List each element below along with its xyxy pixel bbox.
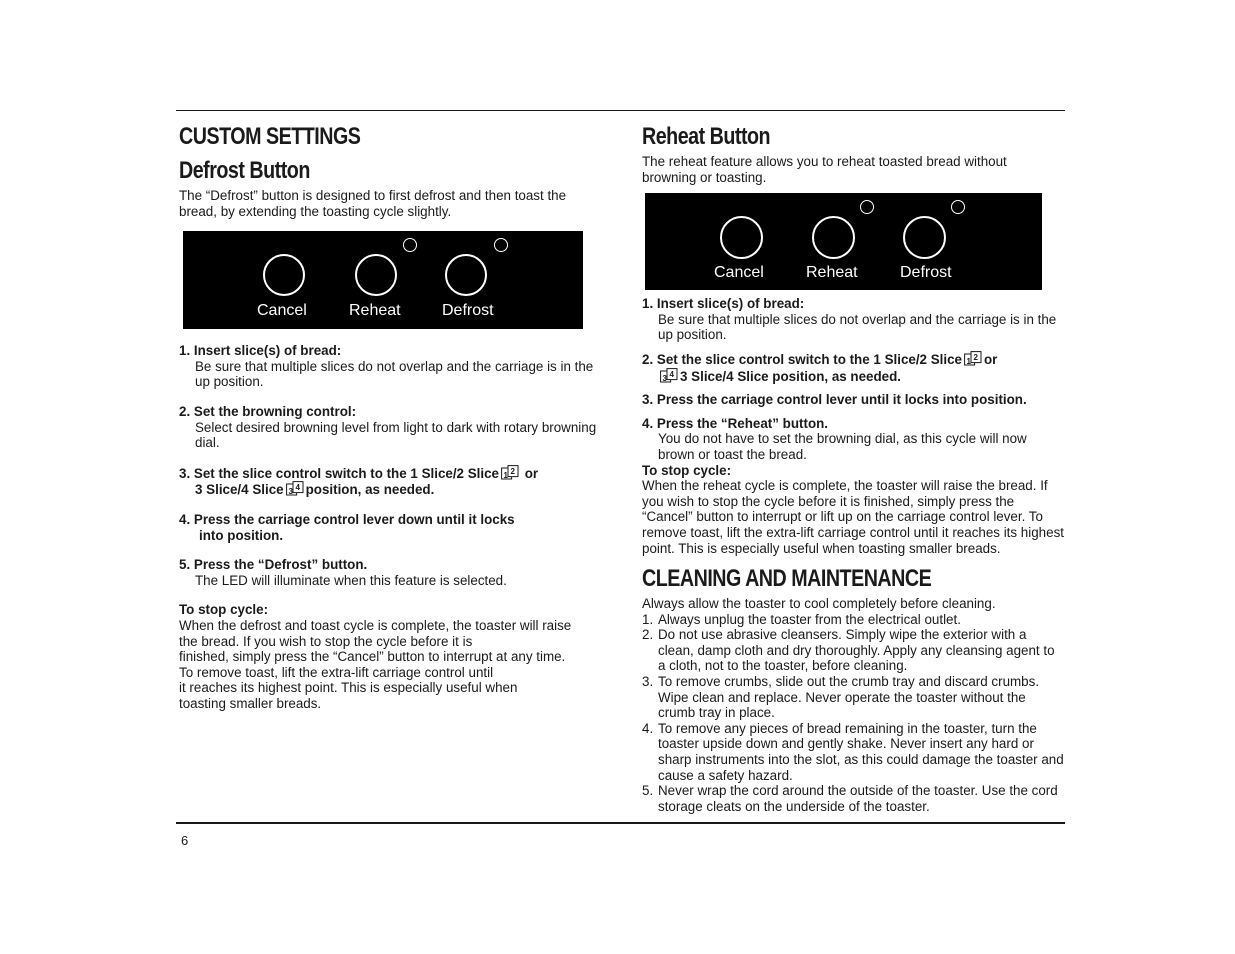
- svg-text:2: 2: [510, 466, 515, 476]
- reheat-step-2-text-a: 2. Set the slice control switch to the 1 Slice/2 Slice: [642, 351, 962, 367]
- list-item: [642, 674, 1064, 721]
- stop-line-3: finished, simply press the “Cancel” button to interrupt at any time.: [179, 649, 566, 665]
- step-4: [179, 512, 599, 543]
- svg-text:4: 4: [669, 369, 674, 379]
- defrost-intro: The “Defrost” button is designed to first defrost and then toast the bread, by extending the toasting cycle slightly.: [179, 188, 567, 219]
- list-item-text: Do not use abrasive cleansers. Simply wipe the exterior with a clean, damp cloth and dry thoroughly. Apply any cleansing agent to a cloth, not to the toaster, before cleaning.: [658, 627, 1055, 674]
- step-3-heading: [179, 465, 599, 498]
- step-1-heading: 1. Insert slice(s) of bread:: [179, 343, 342, 359]
- reheat-stop-cycle-body: When the reheat cycle is complete, the toaster will raise the bread. If you wish to stop the cycle before it is finished, simply press the “Cancel” button to interrupt or lift up on the carriage control lever. To remove toast, lift the extra-lift carriage control until it reaches its highest point. This is especially useful when toasting smaller breads.: [642, 478, 1064, 556]
- defrost-button-icon: [903, 216, 946, 259]
- reheat-button-icon: [812, 216, 855, 259]
- cleaning-intro: Always allow the toaster to cool completely before cleaning.: [642, 596, 996, 612]
- reheat-step-1-heading: 1. Insert slice(s) of bread:: [642, 296, 805, 312]
- list-item-text: To remove crumbs, slide out the crumb tray and discard crumbs. Wipe clean and replace. Never operate the toaster without the crumb tray in place.: [658, 674, 1040, 721]
- svg-text:1: 1: [503, 470, 508, 480]
- slice-1-2-icon: [964, 351, 982, 366]
- step-5: [179, 557, 599, 588]
- list-item-text: Never wrap the cord around the outside of the toaster. Use the cord storage cleats on the underside of the toaster.: [658, 783, 1058, 814]
- step-4-heading-line2: into position.: [199, 527, 284, 543]
- reheat-step-2: [642, 351, 1064, 384]
- stop-line-4: To remove toast, lift the extra-lift carriage control until: [179, 664, 494, 680]
- stop-line-1: When the defrost and toast cycle is complete, the toaster will raise: [179, 617, 572, 633]
- list-item-number: 4.: [642, 720, 654, 736]
- reheat-button-icon: [355, 254, 397, 296]
- slice-3-4-icon: [660, 368, 678, 383]
- stop-cycle-section: [179, 602, 599, 711]
- reheat-step-4-heading: 4. Press the “Reheat” button.: [642, 415, 829, 431]
- reheat-led-icon: [403, 238, 417, 252]
- svg-text:3: 3: [662, 373, 667, 383]
- right-column: [642, 120, 1064, 814]
- custom-settings-heading: CUSTOM SETTINGS: [179, 123, 361, 150]
- stop-line-5: it reaches its highest point. This is especially useful when: [179, 680, 518, 696]
- step-3: [179, 465, 599, 498]
- reheat-step-3: [642, 392, 1064, 408]
- defrost-button-heading: Defrost Button: [179, 157, 310, 184]
- step-5-heading: 5. Press the “Defrost” button.: [179, 557, 368, 573]
- panel-label-defrost: Defrost: [900, 264, 952, 282]
- reheat-step-2-heading: [642, 351, 1064, 384]
- reheat-control-panel-diagram: [645, 193, 1042, 290]
- reheat-step-1-body: Be sure that multiple slices do not overlap and the carriage is in the up position.: [658, 311, 1057, 343]
- left-column: [179, 120, 599, 711]
- list-item: [642, 612, 1064, 628]
- panel-label-reheat: Reheat: [349, 302, 401, 320]
- step-3-text-b: or: [524, 465, 539, 481]
- reheat-button-heading: Reheat Button: [642, 123, 771, 150]
- step-4-heading-line1: 4. Press the carriage control lever down until it locks: [179, 511, 515, 527]
- list-item: [642, 627, 1064, 674]
- reheat-stop-cycle-heading: To stop cycle:: [642, 462, 732, 478]
- top-rule: [176, 110, 1065, 111]
- step-3-text-a: 3. Set the slice control switch to the 1 Slice/2 Slice: [179, 465, 499, 481]
- panel-label-cancel: Cancel: [714, 264, 764, 282]
- stop-line-6: toasting smaller breads.: [179, 695, 322, 711]
- defrost-button-icon: [445, 254, 487, 296]
- reheat-step-4: [642, 416, 1064, 463]
- reheat-stop-cycle-section: [642, 463, 1064, 557]
- list-item-number: 5.: [642, 783, 654, 799]
- bottom-rule: [176, 822, 1065, 824]
- step-5-body: The LED will illuminate when this feature is selected.: [195, 572, 507, 588]
- reheat-step-3-heading: 3. Press the carriage control lever until it locks into position.: [642, 392, 1027, 408]
- defrost-led-icon: [951, 200, 965, 214]
- reheat-step-2-text-c: 3 Slice/4 Slice position, as needed.: [680, 368, 902, 384]
- list-item: [642, 721, 1064, 783]
- stop-line-2: the bread. If you wish to stop the cycle before it is: [179, 633, 473, 649]
- cleaning-heading: CLEANING AND MAINTENANCE: [642, 565, 932, 593]
- list-item-number: 1.: [642, 611, 654, 627]
- reheat-step-1: [642, 296, 1064, 343]
- list-item-number: 3.: [642, 674, 654, 690]
- reheat-step-4-body: You do not have to set the browning dial, as this cycle will now brown or toast the bread.: [658, 431, 1027, 462]
- step-1-body: Be sure that multiple slices do not overlap and the carriage is in the up position.: [195, 358, 594, 390]
- step-1: [179, 343, 599, 390]
- step-2-heading: 2. Set the browning control:: [179, 403, 357, 419]
- step-3-text-c: 3 Slice/4 Slice: [195, 482, 284, 498]
- panel-label-cancel: Cancel: [257, 302, 307, 320]
- slice-3-4-icon: [286, 481, 304, 496]
- list-item-text: Always unplug the toaster from the electrical outlet.: [658, 611, 961, 627]
- defrost-led-icon: [494, 238, 508, 252]
- slice-1-2-icon: [501, 465, 519, 480]
- step-3-text-d: position, as needed.: [305, 482, 435, 498]
- svg-text:1: 1: [966, 356, 971, 366]
- stop-cycle-heading: To stop cycle:: [179, 602, 269, 618]
- reheat-led-icon: [860, 200, 874, 214]
- panel-label-reheat: Reheat: [806, 264, 858, 282]
- svg-text:4: 4: [295, 483, 300, 493]
- panel-label-defrost: Defrost: [442, 302, 494, 320]
- reheat-step-2-text-b: or: [984, 351, 998, 367]
- cancel-button-icon: [263, 254, 305, 296]
- reheat-intro: The reheat feature allows you to reheat toasted bread without browning or toasting.: [642, 154, 1007, 185]
- control-panel-diagram: [183, 231, 583, 329]
- cancel-button-icon: [720, 216, 763, 259]
- page-number: 6: [181, 833, 189, 848]
- svg-text:2: 2: [973, 352, 978, 362]
- cleaning-list: [642, 612, 1064, 815]
- step-2: [179, 404, 599, 451]
- list-item: [642, 783, 1064, 814]
- svg-text:3: 3: [288, 487, 293, 497]
- step-2-body: Select desired browning level from light to dark with rotary browning dial.: [195, 419, 597, 451]
- list-item-number: 2.: [642, 627, 654, 643]
- list-item-text: To remove any pieces of bread remaining in the toaster, turn the toaster upside down and gently shake. Never insert any hard or sharp instruments into the slot, as this could damage the toaster and cause a safety hazard.: [658, 720, 1064, 783]
